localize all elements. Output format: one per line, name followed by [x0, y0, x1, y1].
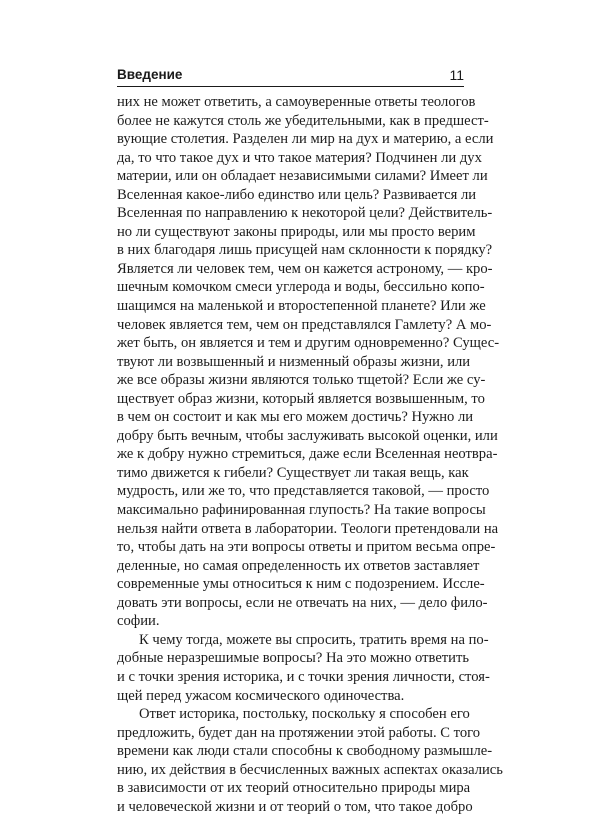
text-line: предложить, будет дан на протяжении этой работы. С того — [117, 724, 481, 741]
text-line: щей перед ужасом космического одиночества. — [117, 687, 405, 704]
text-line: же к добру нужно стремиться, даже если Вселенная неотвра- — [117, 446, 498, 463]
text-line: но ли существуют законы природы, или мы просто верим — [117, 223, 476, 240]
text-line: жет быть, он является и тем и другим одновременно? Сущес- — [117, 335, 500, 352]
text-line: человек является тем, чем он представлялся Гамлету? А мо- — [117, 316, 492, 333]
text-line: твуют ли возвышенный и низменный образы жизни, или — [117, 353, 471, 370]
text-line: в них благодаря лишь присущей нам склонности к порядку? — [117, 242, 493, 259]
text-line: времени как люди стали способны к свободному размышле- — [117, 743, 493, 760]
text-line: в чем он состоит и как мы его можем достичь? Нужно ли — [117, 409, 474, 426]
text-line: максимально рафинированная глупость? На такие вопросы — [117, 502, 486, 519]
running-head — [117, 66, 464, 88]
text-line: же все образы жизни являются только тщетой? Если же су- — [117, 372, 486, 389]
text-line: то, чтобы дать на эти вопросы ответы и притом весьма опре- — [117, 539, 496, 556]
text-line: современные умы относиться к ним с подозрением. Исслe- — [117, 576, 485, 593]
body-text — [117, 93, 503, 816]
text-line: К чему тогда, можете вы спросить, тратить время на по- — [139, 631, 489, 648]
text-line: нельзя найти ответа в лаборатории. Теологи претендовали на — [117, 520, 499, 537]
text-line: добные неразрешимые вопросы? На это можно ответить — [117, 650, 470, 667]
text-line: софии. — [117, 613, 160, 630]
section-title: Введение — [117, 67, 183, 82]
text-line: добру быть вечным, чтобы заслуживать высокой оценки, или — [117, 427, 498, 444]
text-line: материи, или он обладает независимыми силами? Имеет ли — [117, 168, 488, 185]
paragraph — [117, 93, 500, 631]
text-line: Является ли человек тем, чем он кажется астроному, — кро- — [117, 260, 493, 277]
text-line: нию, их действия в бесчисленных важных аспектах оказались — [117, 761, 503, 778]
text-line: деленные, но самая определенность их ответов заставляет — [117, 557, 480, 574]
text-line: и человеческой жизни и от теорий о том, что такое добро — [117, 798, 473, 815]
page-number: 11 — [449, 67, 464, 83]
text-line: шащимся на маленькой и второстепенной планете? Или же — [117, 298, 486, 315]
text-line: в зависимости от их теорий относительно природы мира — [117, 780, 471, 797]
text-line: Ответ историка, постольку, поскольку я способен его — [139, 706, 470, 723]
text-line: довать эти вопросы, если не отвечать на них, — дело фило- — [117, 594, 488, 611]
text-line: мудрость, или же то, что представляется таковой, — просто — [117, 483, 490, 500]
paragraph — [117, 705, 503, 816]
text-line: вующие столетия. Разделен ли мир на дух и материю, а если — [117, 131, 494, 148]
text-line: да, то что такое дух и что такое материя? Подчинен ли дух — [117, 149, 482, 166]
text-line: более не кажутся столь же убедительными, как в предшест- — [117, 112, 489, 129]
text-line: и с точки зрения историка, и с точки зрения личности, стоя- — [117, 668, 490, 685]
text-line: Вселенная по направлению к некоторой цели? Действитель- — [117, 205, 493, 222]
text-line: ществует образ жизни, который является возвышенным, то — [117, 390, 485, 407]
text-line: шечным комочком смеси углерода и воды, бессильно копо- — [117, 279, 485, 296]
text-line: них не может ответить, а самоуверенные ответы теологов — [117, 94, 476, 110]
text-line: тимо движется к гибели? Существует ли такая вещь, как — [117, 464, 469, 481]
paragraph — [117, 631, 490, 705]
header-rule — [117, 86, 464, 87]
text-line: Вселенная какое-либо единство или цель? Развивается ли — [117, 186, 477, 203]
